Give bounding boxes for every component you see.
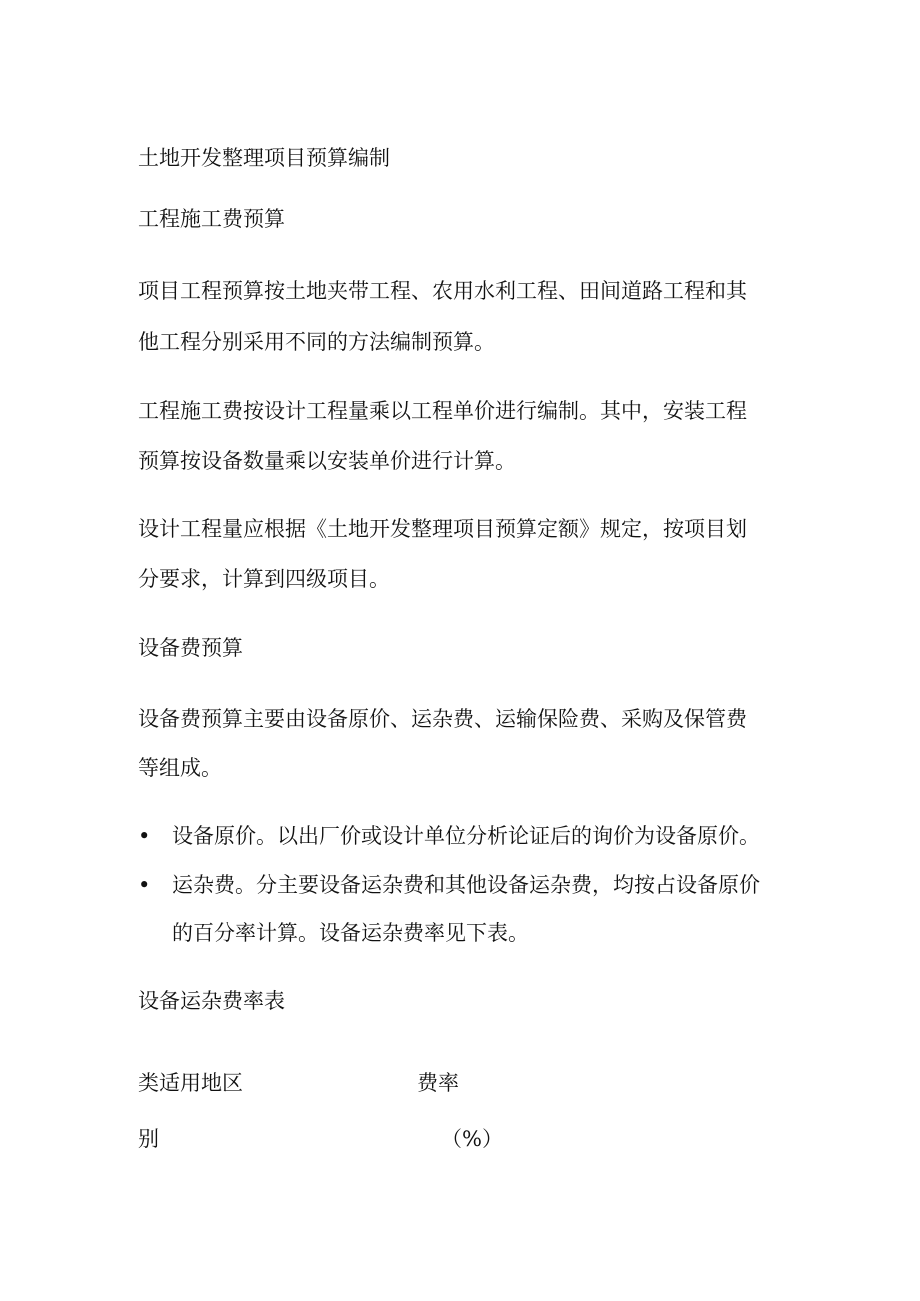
document-title: 土地开发整理项目预算编制 xyxy=(138,146,390,170)
table-header-category-line-1: 类适用地区 xyxy=(138,1071,243,1095)
section-heading-construction: 工程施工费预算 xyxy=(138,207,285,231)
paragraph-3-line-1: 设计工程量应根据《土地开发整理项目预算定额》规定，按项目划 xyxy=(138,517,747,541)
table-header-rate-line-2: （%） xyxy=(441,1127,503,1151)
paragraph-4-line-1: 设备费预算主要由设备原价、运杂费、运输保险费、采购及保管费 xyxy=(138,707,747,731)
paragraph-1-line-1: 项目工程预算按土地夹带工程、农用水利工程、田间道路工程和其 xyxy=(138,279,747,303)
paragraph-4-line-2: 等组成。 xyxy=(138,756,222,780)
paragraph-2-line-1: 工程施工费按设计工程量乘以工程单价进行编制。其中，安装工程 xyxy=(138,399,747,423)
paragraph-3-line-2: 分要求，计算到四级项目。 xyxy=(138,567,390,591)
table-header-rate-line-1: 费率 xyxy=(417,1071,459,1095)
paragraph-2-line-2: 预算按设备数量乘以安装单价进行计算。 xyxy=(138,449,516,473)
bullet-item-2-line-1: 运杂费。分主要设备运杂费和其他设备运杂费，均按占设备原价 xyxy=(172,873,760,897)
bullet-marker-1: • xyxy=(138,824,151,848)
paragraph-1-line-2: 他工程分别采用不同的方法编制预算。 xyxy=(138,330,495,354)
bullet-item-1: 设备原价。以出厂价或设计单位分析论证后的询价为设备原价。 xyxy=(172,824,760,848)
bullet-item-2-line-2: 的百分率计算。设备运杂费率见下表。 xyxy=(172,921,529,945)
table-title: 设备运杂费率表 xyxy=(138,989,285,1013)
table-header-category-line-2: 别 xyxy=(138,1127,159,1151)
bullet-marker-2: • xyxy=(138,873,151,897)
section-heading-equipment: 设备费预算 xyxy=(138,636,243,660)
